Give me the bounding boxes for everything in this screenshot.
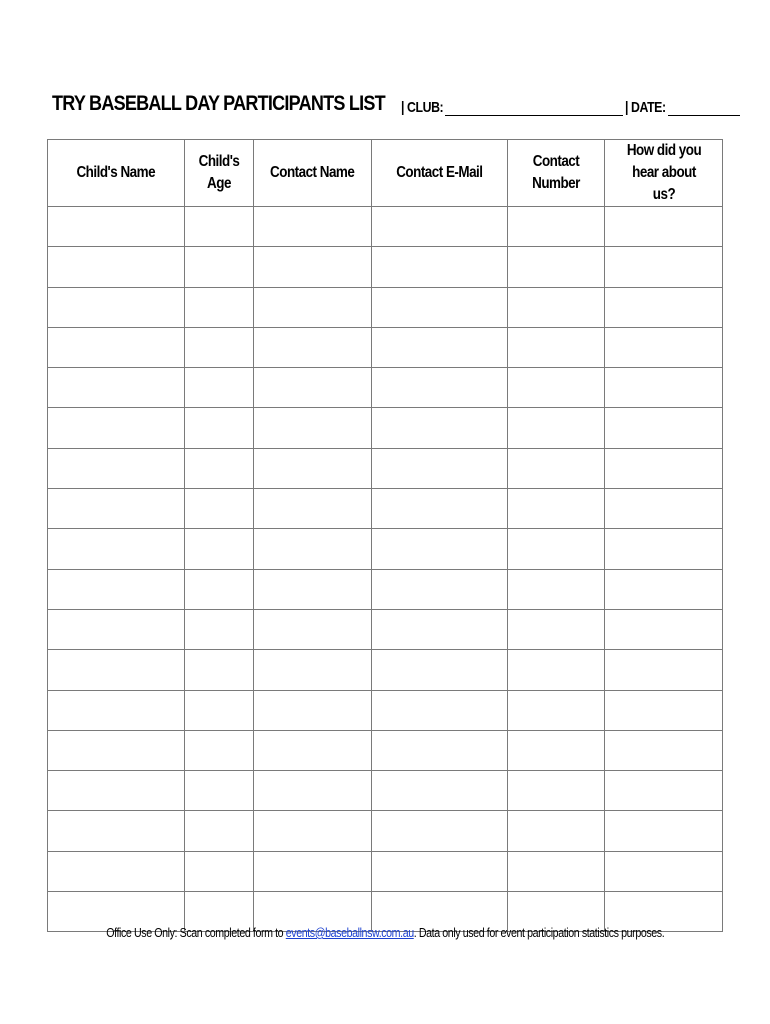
- childs-age-cell[interactable]: [185, 690, 254, 730]
- contact-number-cell[interactable]: [508, 569, 605, 609]
- how-heard-cell[interactable]: [605, 650, 723, 690]
- contact-email-cell[interactable]: [372, 448, 508, 488]
- table-row: [48, 730, 723, 770]
- table-row: [48, 851, 723, 891]
- column-header-contact-number: Contact Number: [508, 140, 605, 207]
- childs-name-cell[interactable]: [48, 811, 185, 851]
- club-label: | CLUB:: [401, 99, 444, 116]
- contact-email-cell[interactable]: [372, 851, 508, 891]
- childs-age-cell[interactable]: [185, 851, 254, 891]
- how-heard-cell[interactable]: [605, 448, 723, 488]
- childs-name-cell[interactable]: [48, 690, 185, 730]
- childs-age-cell[interactable]: [185, 247, 254, 287]
- contact-name-cell[interactable]: [254, 650, 372, 690]
- how-heard-cell[interactable]: [605, 771, 723, 811]
- contact-number-cell[interactable]: [508, 690, 605, 730]
- childs-name-cell[interactable]: [48, 247, 185, 287]
- how-heard-cell[interactable]: [605, 327, 723, 367]
- contact-name-cell[interactable]: [254, 730, 372, 770]
- contact-email-cell[interactable]: [372, 609, 508, 649]
- childs-name-cell[interactable]: [48, 609, 185, 649]
- footer-suffix: . Data only used for event participation statistics purposes.: [413, 925, 665, 940]
- contact-email-cell[interactable]: [372, 327, 508, 367]
- childs-age-cell[interactable]: [185, 811, 254, 851]
- childs-age-cell[interactable]: [185, 327, 254, 367]
- club-field[interactable]: [445, 99, 623, 116]
- childs-age-cell[interactable]: [185, 771, 254, 811]
- contact-name-cell[interactable]: [254, 489, 372, 529]
- contact-number-cell[interactable]: [508, 609, 605, 649]
- childs-age-cell[interactable]: [185, 368, 254, 408]
- contact-email-cell[interactable]: [372, 368, 508, 408]
- childs-age-cell[interactable]: [185, 650, 254, 690]
- contact-name-cell[interactable]: [254, 327, 372, 367]
- contact-name-cell[interactable]: [254, 609, 372, 649]
- childs-age-cell[interactable]: [185, 448, 254, 488]
- contact-number-cell[interactable]: [508, 287, 605, 327]
- childs-name-cell[interactable]: [48, 569, 185, 609]
- childs-name-cell[interactable]: [48, 771, 185, 811]
- table-row: [48, 690, 723, 730]
- how-heard-cell[interactable]: [605, 811, 723, 851]
- contact-email-cell[interactable]: [372, 489, 508, 529]
- contact-number-cell[interactable]: [508, 730, 605, 770]
- how-heard-cell[interactable]: [605, 408, 723, 448]
- contact-email-cell[interactable]: [372, 408, 508, 448]
- how-heard-cell[interactable]: [605, 287, 723, 327]
- childs-name-cell[interactable]: [48, 368, 185, 408]
- date-label: | DATE:: [624, 99, 666, 116]
- childs-name-cell[interactable]: [48, 207, 185, 247]
- contact-name-cell[interactable]: [254, 690, 372, 730]
- column-header-contact-name: Contact Name: [254, 140, 372, 207]
- contact-name-cell[interactable]: [254, 569, 372, 609]
- table-row: [48, 771, 723, 811]
- contact-number-cell[interactable]: [508, 327, 605, 367]
- footer-prefix: Office Use Only: Scan completed form to: [105, 925, 286, 940]
- how-heard-cell[interactable]: [605, 569, 723, 609]
- contact-name-cell[interactable]: [254, 408, 372, 448]
- contact-name-cell[interactable]: [254, 287, 372, 327]
- how-heard-cell[interactable]: [605, 730, 723, 770]
- contact-number-cell[interactable]: [508, 771, 605, 811]
- how-heard-cell[interactable]: [605, 529, 723, 569]
- table-row: [48, 327, 723, 367]
- table-row: [48, 287, 723, 327]
- childs-age-cell[interactable]: [185, 287, 254, 327]
- contact-email-cell[interactable]: [372, 247, 508, 287]
- contact-number-cell[interactable]: [508, 529, 605, 569]
- contact-email-cell[interactable]: [372, 730, 508, 770]
- table-row: [48, 529, 723, 569]
- table-row: [48, 448, 723, 488]
- childs-age-cell[interactable]: [185, 529, 254, 569]
- contact-email-cell[interactable]: [372, 690, 508, 730]
- table-row: [48, 811, 723, 851]
- childs-name-cell[interactable]: [48, 529, 185, 569]
- contact-name-cell[interactable]: [254, 771, 372, 811]
- childs-age-cell[interactable]: [185, 569, 254, 609]
- table-row: [48, 650, 723, 690]
- contact-email-cell[interactable]: [372, 771, 508, 811]
- childs-name-cell[interactable]: [48, 287, 185, 327]
- childs-age-cell[interactable]: [185, 489, 254, 529]
- column-header-childs-age: Child's Age: [185, 140, 254, 207]
- how-heard-cell[interactable]: [605, 609, 723, 649]
- contact-email-cell[interactable]: [372, 207, 508, 247]
- form-title-line: [52, 92, 740, 116]
- childs-age-cell[interactable]: [185, 609, 254, 649]
- how-heard-cell[interactable]: [605, 247, 723, 287]
- contact-name-cell[interactable]: [254, 851, 372, 891]
- table-row: [48, 247, 723, 287]
- participants-table: [47, 139, 723, 932]
- column-header-contact-email: Contact E-Mail: [372, 140, 508, 207]
- contact-name-cell[interactable]: [254, 448, 372, 488]
- contact-name-cell[interactable]: [254, 247, 372, 287]
- contact-number-cell[interactable]: [508, 851, 605, 891]
- contact-number-cell[interactable]: [508, 489, 605, 529]
- contact-number-cell[interactable]: [508, 408, 605, 448]
- contact-number-cell[interactable]: [508, 448, 605, 488]
- table-row: [48, 207, 723, 247]
- contact-number-cell[interactable]: [508, 368, 605, 408]
- how-heard-cell[interactable]: [605, 690, 723, 730]
- childs-name-cell[interactable]: [48, 851, 185, 891]
- contact-name-cell[interactable]: [254, 811, 372, 851]
- column-header-childs-name: Child's Name: [48, 140, 185, 207]
- column-header-how-did-you-hear: How did you hear about us?: [605, 140, 723, 207]
- contact-number-cell[interactable]: [508, 650, 605, 690]
- contact-number-cell[interactable]: [508, 811, 605, 851]
- how-heard-cell[interactable]: [605, 368, 723, 408]
- how-heard-cell[interactable]: [605, 207, 723, 247]
- childs-name-cell[interactable]: [48, 408, 185, 448]
- table-row: [48, 489, 723, 529]
- childs-name-cell[interactable]: [48, 448, 185, 488]
- contact-email-cell[interactable]: [372, 569, 508, 609]
- table-row: [48, 569, 723, 609]
- childs-age-cell[interactable]: [185, 730, 254, 770]
- childs-age-cell[interactable]: [185, 408, 254, 448]
- childs-name-cell[interactable]: [48, 327, 185, 367]
- contact-email-cell[interactable]: [372, 529, 508, 569]
- childs-age-cell[interactable]: [185, 207, 254, 247]
- childs-name-cell[interactable]: [48, 489, 185, 529]
- contact-number-cell[interactable]: [508, 207, 605, 247]
- table-row: [48, 408, 723, 448]
- table-header-row: [48, 140, 723, 207]
- contact-name-cell[interactable]: [254, 368, 372, 408]
- contact-email-cell[interactable]: [372, 650, 508, 690]
- date-field[interactable]: [668, 99, 740, 116]
- table-body: [48, 207, 723, 932]
- how-heard-cell[interactable]: [605, 851, 723, 891]
- footer-note: [0, 925, 770, 940]
- contact-name-cell[interactable]: [254, 529, 372, 569]
- childs-name-cell[interactable]: [48, 650, 185, 690]
- contact-number-cell[interactable]: [508, 247, 605, 287]
- table-row: [48, 609, 723, 649]
- contact-name-cell[interactable]: [254, 207, 372, 247]
- childs-name-cell[interactable]: [48, 730, 185, 770]
- footer-email-link[interactable]: events@baseballnsw.com.au: [285, 925, 414, 940]
- table-row: [48, 368, 723, 408]
- contact-email-cell[interactable]: [372, 287, 508, 327]
- how-heard-cell[interactable]: [605, 489, 723, 529]
- form-title: TRY BASEBALL DAY PARTICIPANTS LIST: [52, 92, 385, 115]
- contact-email-cell[interactable]: [372, 811, 508, 851]
